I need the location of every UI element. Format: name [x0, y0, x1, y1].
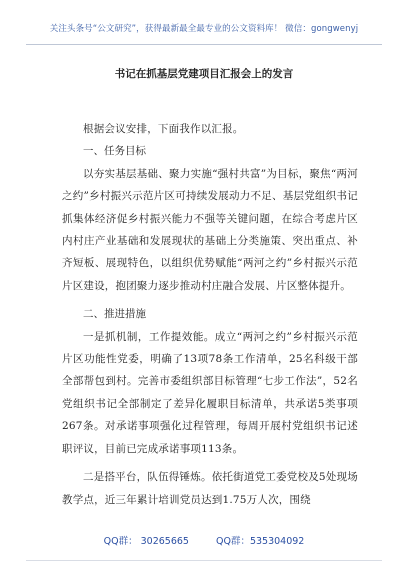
document-title: 书记在抓基层党建项目汇报会上的发言	[114, 68, 294, 80]
header-divider	[26, 44, 382, 45]
intro-paragraph: 根据会议安排，下面我作以汇报。	[83, 123, 244, 135]
measure-paragraph-1: 一是抓机制，工作提效能。成立“两河之约”乡村振兴示范片区功能性党委，明确了13项78条工作清单，25名科级干部全部帮包到村。完善市委组织部目标管理“七步工作法”，52名党组织书记全部制定了差异化履职目标清单，共承诺5类事项267条。对承诺事项强化过程管理，每周开展村党组织书记述职评议，目前已完成承诺事项113条。	[62, 330, 358, 455]
measure-paragraph-2: 二是搭平台，队伍得锤炼。依托街道党工委党校及5处现场教学点，近三年累计培训党员达到1.75万人次，围绕	[62, 471, 358, 506]
footer-divider	[26, 560, 382, 561]
page-header: 关注头条号“公文研究”，获得最新最全最专业的公文资料库！ 微信：gongwenyj	[49, 24, 359, 34]
document-body	[62, 118, 358, 511]
section-heading-goals: 一、任务目标	[83, 145, 146, 158]
page-footer	[0, 533, 408, 547]
section-heading-measures: 二、推进措施	[83, 308, 146, 321]
footer-qq-group-2: QQ群：535304092	[216, 536, 305, 547]
footer-qq-group-1: QQ群： 30265665	[103, 536, 189, 547]
goals-paragraph: 以夯实基层基础、聚力实施“强村共富”为目标，聚焦“两河之约”乡村振兴示范片区可持续发展动力不足、基层党组织书记抓集体经济促乡村振兴能力不强等关键问题，在综合考虑片区内村庄产业基础和发展现状的基础上分类施策、突出重点、补齐短板、展现特色，以组织优势赋能“两河之约”乡村振兴示范片区建设，抱团聚力逐步推动村庄融合发展、片区整体提升。	[62, 167, 358, 292]
